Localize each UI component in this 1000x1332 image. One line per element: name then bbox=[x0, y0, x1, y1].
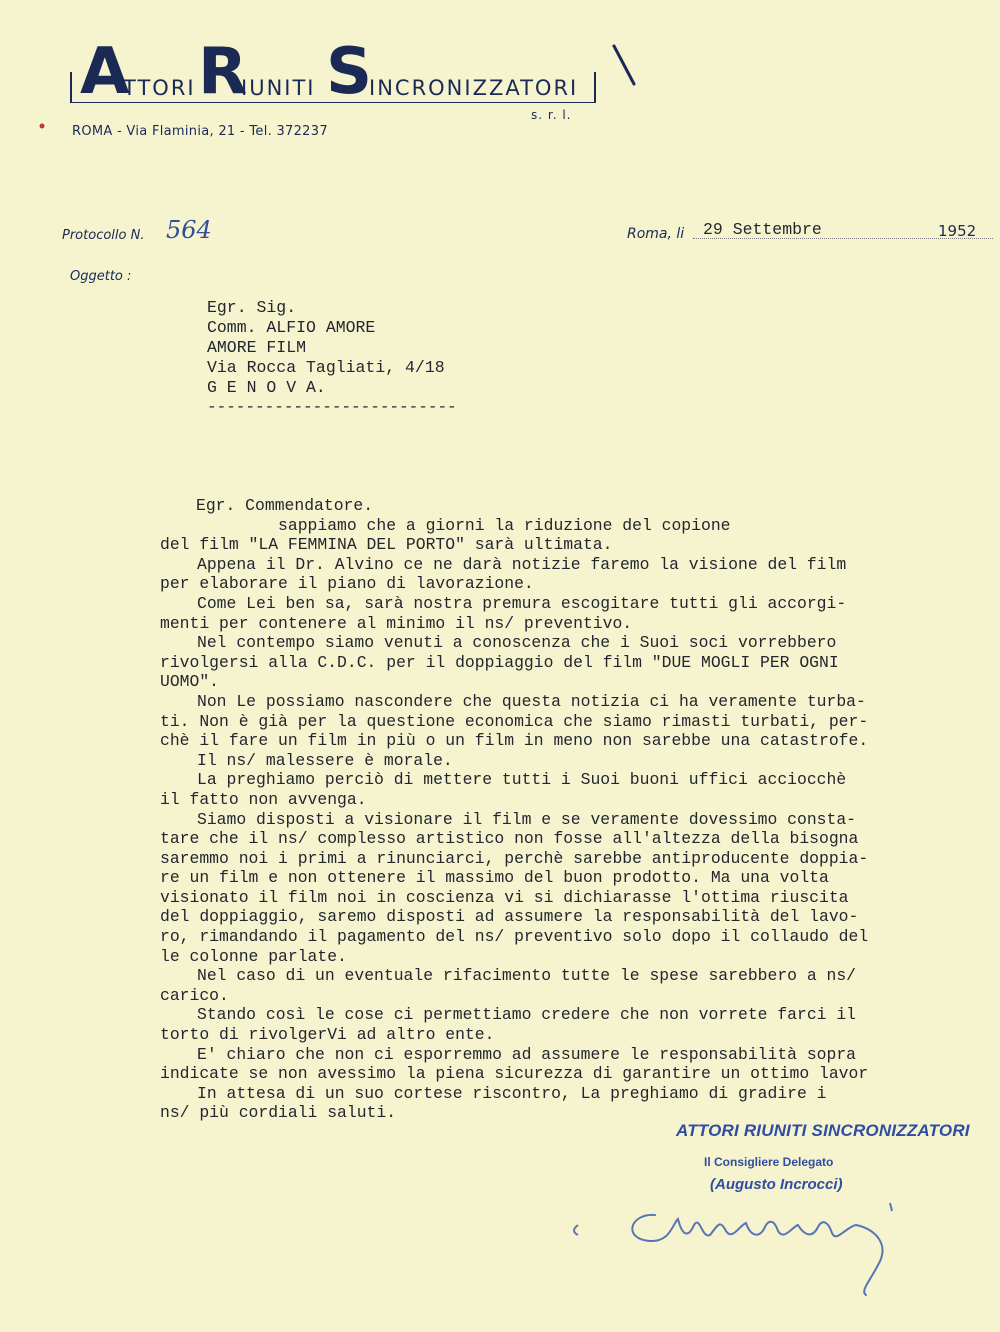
stamp-name: (Augusto Incrocci) bbox=[710, 1176, 843, 1193]
body-line: indicate se non avessimo la piena sicurezza di garantire un ottimo lavor bbox=[160, 1064, 869, 1084]
letter-body bbox=[160, 496, 990, 1123]
body-line: chè il fare un film in più o un film in meno non sarebbe una catastrofe. bbox=[160, 731, 869, 751]
recipient-line: AMORE FILM bbox=[207, 338, 307, 357]
body-line: ns/ più cordiali saluti. bbox=[160, 1103, 397, 1123]
body-line: Egr. Commendatore. bbox=[196, 496, 374, 515]
body-line: rivolgersi alla C.D.C. per il doppiaggio del film "DUE MOGLI PER OGNI bbox=[160, 652, 839, 672]
company-stamp bbox=[676, 1121, 970, 1193]
body-line: Come Lei ben sa, sarà nostra premura escogitare tutti gli accorgi- bbox=[197, 593, 847, 613]
body-line: re un film e non ottenere il massimo del buon prodotto. Ma una volta bbox=[160, 868, 829, 888]
stamp-role: Il Consigliere Delegato bbox=[704, 1155, 834, 1169]
ink-dot-icon bbox=[38, 122, 46, 130]
letterhead-initial-r: R bbox=[198, 35, 248, 109]
place-label: Roma, li bbox=[627, 226, 685, 242]
body-line: Siamo disposti a visionare il film e se veramente dovessimo consta- bbox=[197, 809, 857, 829]
body-line: sappiamo che a giorni la riduzione del copione bbox=[160, 515, 731, 535]
body-line: visionato il film noi in coscienza vi si dichiarasse l'ottima riuscita bbox=[160, 887, 849, 907]
body-line: menti per contenere al minimo il ns/ preventivo. bbox=[160, 613, 633, 633]
company-type: s. r. l. bbox=[531, 108, 572, 122]
body-line: del doppiaggio, saremo disposti ad assumere la responsabilità del lavo- bbox=[160, 907, 859, 927]
company-address: ROMA - Via Flaminia, 21 - Tel. 372237 bbox=[72, 124, 328, 139]
signature-image bbox=[560, 1195, 920, 1305]
body-line: ti. Non è già per la questione economica che siamo rimasti turbati, per- bbox=[160, 711, 869, 731]
stamp-company: ATTORI RIUNITI SINCRONIZZATORI bbox=[676, 1121, 970, 1140]
letterhead-word-sincronizzatori: INCRONIZZATORI bbox=[369, 76, 579, 100]
body-line: Non Le possiamo nascondere che questa notizia ci ha veramente turba- bbox=[197, 691, 866, 711]
date-year: 1952 bbox=[938, 222, 977, 240]
body-line: Stando così le cose ci permettiamo credere che non vorrete farci il bbox=[197, 1005, 857, 1025]
protocollo-label: Protocollo N. bbox=[62, 228, 145, 243]
letterhead bbox=[70, 35, 600, 109]
recipient-address bbox=[207, 298, 445, 398]
letterhead-word-attori: TTORI bbox=[123, 76, 196, 100]
oggetto-label: Oggetto : bbox=[70, 269, 132, 284]
recipient-line: Egr. Sig. bbox=[207, 298, 297, 317]
body-line: tare che il ns/ complesso artistico non fosse all'altezza della bisogna bbox=[160, 829, 859, 849]
body-line: torto di rivolgerVi ad altro ente. bbox=[160, 1025, 495, 1045]
date-day-month: 29 Settembre bbox=[703, 220, 822, 239]
recipient-line: G E N O V A. bbox=[207, 378, 326, 397]
letterhead-word-riuniti: IUNITI bbox=[241, 76, 316, 100]
body-line: UOMO". bbox=[160, 672, 220, 692]
body-line: saremmo noi i primi a rinunciarci, perchè sarebbe antiproducente doppia- bbox=[160, 848, 869, 868]
letterhead-initial-s: S bbox=[326, 35, 373, 109]
body-line: Nel caso di un eventuale rifacimento tutte le spese sarebbero a ns/ bbox=[197, 966, 857, 986]
body-line: In attesa di un suo cortese riscontro, La preghiamo di gradire i bbox=[197, 1083, 827, 1103]
address-rule: -------------------------- bbox=[207, 398, 457, 416]
body-line: Appena il Dr. Alvino ce ne darà notizie faremo la visione del film bbox=[197, 554, 847, 574]
body-line: del film "LA FEMMINA DEL PORTO" sarà ultimata. bbox=[160, 535, 613, 555]
protocollo-number: 564 bbox=[166, 216, 212, 244]
body-line: carico. bbox=[160, 985, 229, 1005]
body-line: Il ns/ malessere è morale. bbox=[197, 750, 453, 770]
recipient-line: Via Rocca Tagliati, 4/18 bbox=[207, 358, 445, 377]
body-line: Nel contempo siamo venuti a conoscenza che i Suoi soci vorrebbero bbox=[197, 633, 837, 653]
recipient-line: Comm. ALFIO AMORE bbox=[207, 318, 376, 337]
body-line: ro, rimandando il pagamento del ns/ preventivo solo dopo il collaudo del bbox=[160, 927, 869, 947]
letterhead-initial-a: A bbox=[80, 35, 130, 109]
body-line: il fatto non avvenga. bbox=[160, 789, 367, 809]
body-line: le colonne parlate. bbox=[160, 946, 347, 966]
body-line: per elaborare il piano di lavorazione. bbox=[160, 574, 534, 594]
body-line: E' chiaro che non ci esporremmo ad assumere le responsabilità sopra bbox=[197, 1044, 857, 1064]
body-line: La preghiamo perciò di mettere tutti i Suoi buoni uffici acciocchè bbox=[197, 770, 847, 790]
pen-stroke-icon bbox=[610, 40, 640, 90]
